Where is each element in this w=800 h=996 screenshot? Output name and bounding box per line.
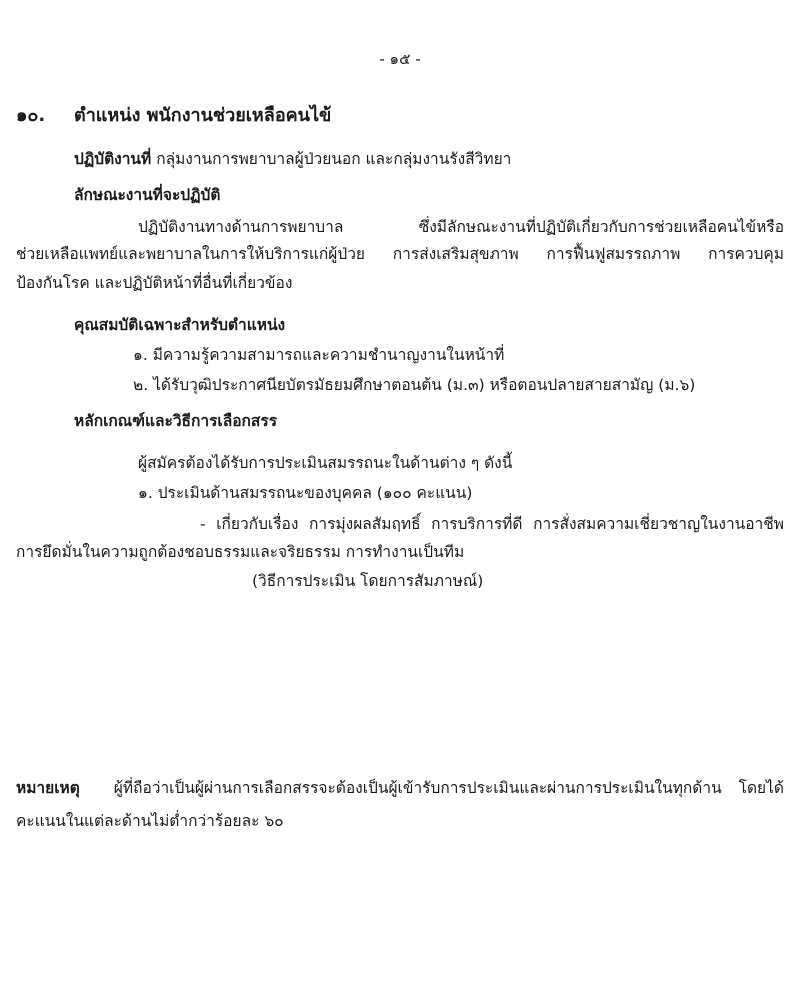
note-text-1: ผู้ที่ถือว่าเป็นผู้ผ่านการเลือกสรรจะต้องเป็นผู้เข้ารับการประเมินและผ่านการประเมินในทุกด้าน โดยได้ <box>113 779 784 797</box>
work-location-value: กลุ่มงานการพยาบาลผู้ป่วยนอก และกลุ่มงานรังสีวิทยา <box>156 150 512 168</box>
page-number: - ๑๕ - <box>379 50 421 68</box>
section-number: ๑๐. <box>16 105 46 126</box>
selection-heading: หลักเกณฑ์และวิธีการเลือกสรร <box>74 412 278 430</box>
work-location-label: ปฏิบัติงานที่ <box>74 150 152 168</box>
selection-intro: ผู้สมัครต้องได้รับการประเมินสมรรถนะในด้านต่าง ๆ ดังนี้ <box>138 454 513 472</box>
selection-item-1: ๑. ประเมินด้านสมรรถนะของบุคคล (๑๐๐ คะแนน) <box>138 484 473 502</box>
note-label: หมายเหตุ <box>16 779 80 797</box>
note <box>16 775 784 833</box>
note-line-1 <box>16 775 784 800</box>
job-description-line-2: ช่วยเหลือแพทย์และพยาบาลในการให้บริการแก่ผู้ป่วย การส่งเสริมสุขภาพ การฟื้นฟูสมรรถภาพ การควบคุม <box>16 245 784 263</box>
qualification-item-1: ๑. มีความรู้ความสามารถและความชำนาญงานในหน้าที่ <box>133 346 505 364</box>
section-title: ตำแหน่ง พนักงานช่วยเหลือคนไข้ <box>74 105 332 126</box>
job-description-line-3: ป้องกันโรค และปฏิบัติหน้าที่อื่นที่เกี่ยวข้อง <box>16 274 293 292</box>
selection-detail-line-2: การยึดมั่นในความถูกต้องชอบธรรมและจริยธรรม การทำงานเป็นทีม <box>16 543 465 561</box>
note-line-2: คะแนนในแต่ละด้านไม่ต่ำกว่าร้อยละ ๖๐ <box>16 812 284 830</box>
qualification-item-2: ๒. ได้รับวุฒิประกาศนียบัตรมัธยมศึกษาตอนต้น (ม.๓) หรือตอนปลายสายสามัญ (ม.๖) <box>133 376 696 394</box>
job-description-heading: ลักษณะงานที่จะปฏิบัติ <box>74 186 221 204</box>
job-description-line-1: ปฏิบัติงานทางด้านการพยาบาล ซึ่งมีลักษณะงานที่ปฏิบัติเกี่ยวกับการช่วยเหลือคนไข้หรือ <box>138 218 784 236</box>
selection-method: (วิธีการประเมิน โดยการสัมภาษณ์) <box>252 572 484 590</box>
qualifications-heading: คุณสมบัติเฉพาะสำหรับตำแหน่ง <box>74 316 286 334</box>
selection-detail-line-1: - เกี่ยวกับเรื่อง การมุ่งผลสัมฤทธิ์ การบริการที่ดี การสั่งสมความเชี่ยวชาญในงานอาชีพ <box>200 515 784 533</box>
work-location <box>74 146 511 171</box>
